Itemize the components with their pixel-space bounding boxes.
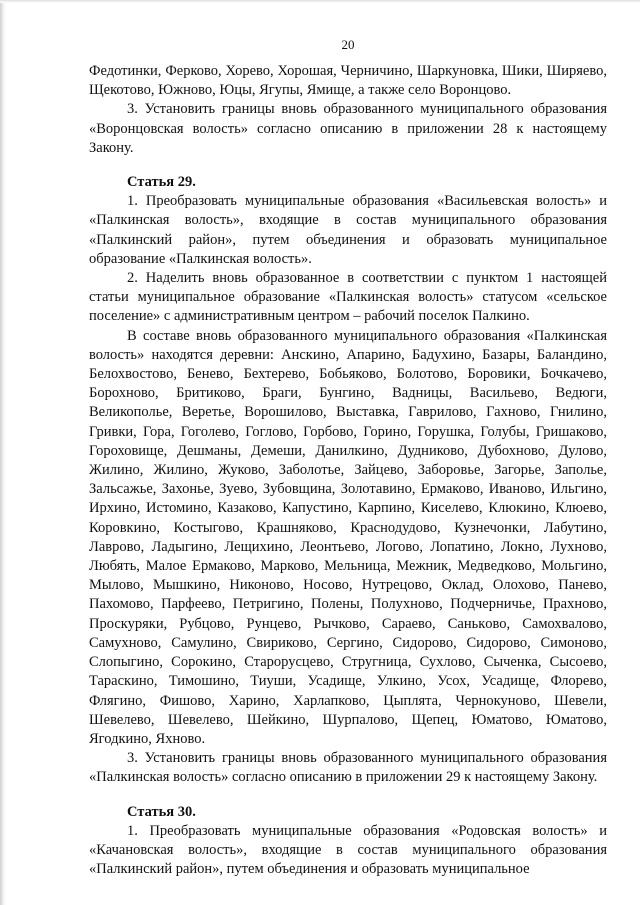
scan-edge-top <box>0 0 640 3</box>
article29-item-2: 2. Наделить вновь образованное в соответствии с пунктом 1 настоящей статьи муниципальное образование «Палкинская волость» статусом «сельское поселение» с административным центром – рабочий поселок Палкино. <box>89 270 607 325</box>
scan-edge <box>0 0 6 905</box>
article29-item-1: 1. Преобразовать муниципальные образования «Васильевская волость» и «Палкинская волость», входящие в состав муниципального образования «Палкинский район», путем объединения и образовать муниципальное образование «Палкинская волость». <box>89 193 607 267</box>
article28-item-3: 3. Установить границы вновь образованного муниципального образования «Воронцовская волость» согласно описанию в приложении 28 к настоящему Закону. <box>89 101 607 156</box>
page-number: 20 <box>341 37 355 52</box>
spacer <box>89 788 607 803</box>
article29-item-3: 3. Установить границы вновь образованного муниципального образования «Палкинская волость» согласно описанию в приложении 29 к настоящему Закону. <box>89 750 607 786</box>
document-page <box>89 36 607 879</box>
spacer <box>89 158 607 173</box>
article30-item-1: 1. Преобразовать муниципальные образования «Родовская волость» и «Качановская волость», входящие в состав муниципального образования «Палкинский район», путем объединения и образовать муниципальное <box>89 822 607 878</box>
article30-title: Статья 30. <box>127 803 196 820</box>
article29-title: Статья 29. <box>127 174 196 191</box>
continuation-paragraph: Федотинки, Ферково, Хорево, Хорошая, Черничино, Шаркуновка, Шики, Ширяево, Щекотово, Южново, Юцы, Ягупы, Ямище, а также село Воронцово. <box>89 63 607 99</box>
article29-villages-list: В составе вновь образованного муниципального образования «Палкинская волость» находятся деревни: Анскино, Апарино, Бадухино, Базары, Баландино, Белохвостово, Бенево, Бехтерево, Бобьяково, Болотово, Боровики, Бочкачево, Борохново, Бритиково, Браги, Бунгино, Вадницы, Васильево, Ведюги, Великополье, Веретье, Ворошилово, Выставка, Гаврилово, Гахново, Гнилино, Гривки, Гора, Гоголево, Гоглово, Горбово, Горино, Горушка, Голубы, Гришаково, Гороховище, Дешманы, Демеши, Данилкино, Дудниково, Дубохново, Дулово, Жилино, Жилино, Жуково, Заболотье, Зайцево, Заборовье, Загорье, Заполье, Зальсажье, Захонье, Зуево, Зубовщина, Золотавино, Ермаково, Иваново, Ильгино, Ирхино, Истомино, Казаково, Капустино, Карпино, Киселево, Клюкино, Клюево, Коровкино, Костыгово, Крашняково, Краснодудово, Кузнечонки, Лабутино, Лаврово, Ладыгино, Лещихино, Леонтьево, Логово, Лопатино, Локно, Лухново, Любять, Малое Ермаково, Марково, Мельница, Межник, Медведково, Мольгино, Мылово, Мышкино, Никоново, Носово, Нутрецово, Оклад, Олохово, Панево, Пахомово, Парфеево, Петригино, Полены, Полухново, Подчерничье, Прахново, Проскуряки, Рубцово, Рунцево, Рычково, Сараево, Санькoво, Самохвалово, Самухново, Самулино, Свириково, Сергино, Сидорово, Сидорово, Симоново, Слопыгино, Сорокино, Старорусцево, Стругница, Сухлово, Сыченка, Сысоево, Тараскино, Тимошино, Тиуши, Усадище, Улкино, Усох, Усадище, Флорево, Флягино, Фишово, Харино, Харлапково, Цыплята, Чернокуново, Шевели, Шевелево, Шевелево, Шейкино, Шурпалово, Щепец, Юматово, Юматово, Ягодкино, Яхново. <box>89 327 607 747</box>
